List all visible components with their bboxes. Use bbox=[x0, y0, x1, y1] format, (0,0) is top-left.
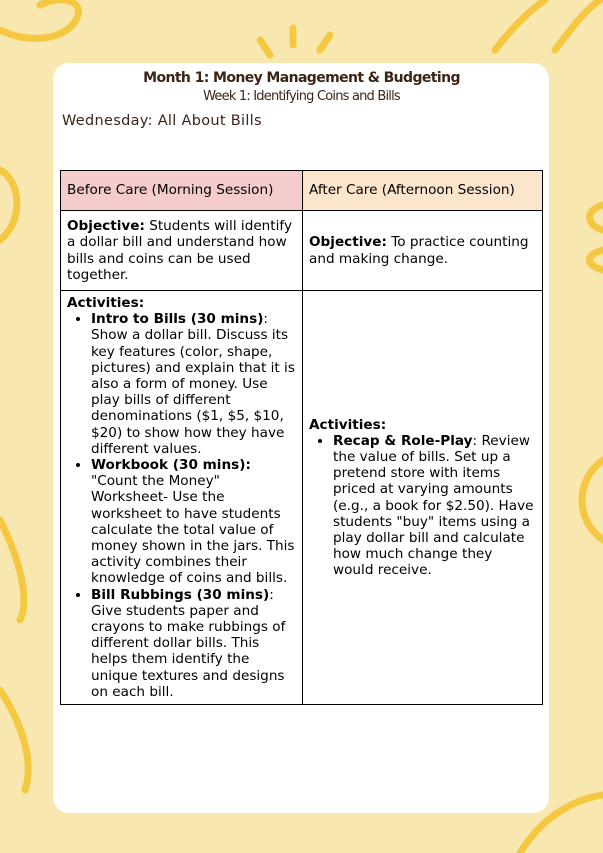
objective-label: Objective: bbox=[67, 218, 145, 235]
before-objective bbox=[61, 211, 303, 291]
activities-row bbox=[61, 291, 543, 705]
list-item bbox=[91, 311, 296, 457]
activity-title: Workbook (30 mins): bbox=[91, 457, 251, 474]
objective-text: To practice counting and making change. bbox=[309, 234, 529, 267]
page-title: Month 1: Money Management & Budgeting bbox=[143, 70, 460, 86]
activity-text: : Give students paper and crayons to make rubbings of different dollar bills. This helps them identify the unique textures and designs on each bill. bbox=[91, 586, 286, 700]
activity-title: Bill Rubbings (30 mins) bbox=[91, 586, 270, 603]
activity-text: : Show a dollar bill. Discuss its key features (color, shape, pictures) and explain that it is also a form of money. Use play bills of different denominations ($1, $5, $10, $20) to show how they have different values. bbox=[91, 311, 295, 457]
activities-label: Activities: bbox=[67, 295, 145, 311]
schedule-table bbox=[60, 170, 543, 705]
activity-title: Recap & Role-Play bbox=[333, 432, 473, 449]
objective-row bbox=[61, 211, 543, 291]
day-heading: Wednesday: All About Bills bbox=[62, 113, 262, 129]
table-header-row bbox=[61, 171, 543, 211]
objective-label: Objective: bbox=[309, 234, 387, 251]
activity-text: "Count the Money" Worksheet- Use the worksheet to have students calculate the total value of money shown in the jars. This activity combines their knowledge of coins and bills. bbox=[91, 473, 295, 587]
activity-title: Intro to Bills (30 mins) bbox=[91, 311, 264, 328]
after-care-header: After Care (Afternoon Session) bbox=[303, 171, 543, 211]
after-activities bbox=[303, 291, 543, 705]
activity-text: : Review the value of bills. Set up a pretend store with items priced at varying amounts (e.g., a book for $2.50). Have students "buy" items using a play dollar bill and calculate how much change they would receive. bbox=[333, 432, 534, 579]
list-item bbox=[91, 587, 296, 700]
list-item bbox=[333, 433, 536, 579]
list-item bbox=[91, 457, 296, 587]
before-activities bbox=[61, 291, 303, 705]
objective-text: Students will identify a dollar bill and understand how bills and coins can be used together. bbox=[67, 218, 292, 283]
page-subtitle: Week 1: Identifying Coins and Bills bbox=[203, 89, 400, 104]
before-care-header: Before Care (Morning Session) bbox=[61, 171, 303, 211]
after-objective bbox=[303, 211, 543, 291]
activities-label: Activities: bbox=[309, 416, 387, 433]
